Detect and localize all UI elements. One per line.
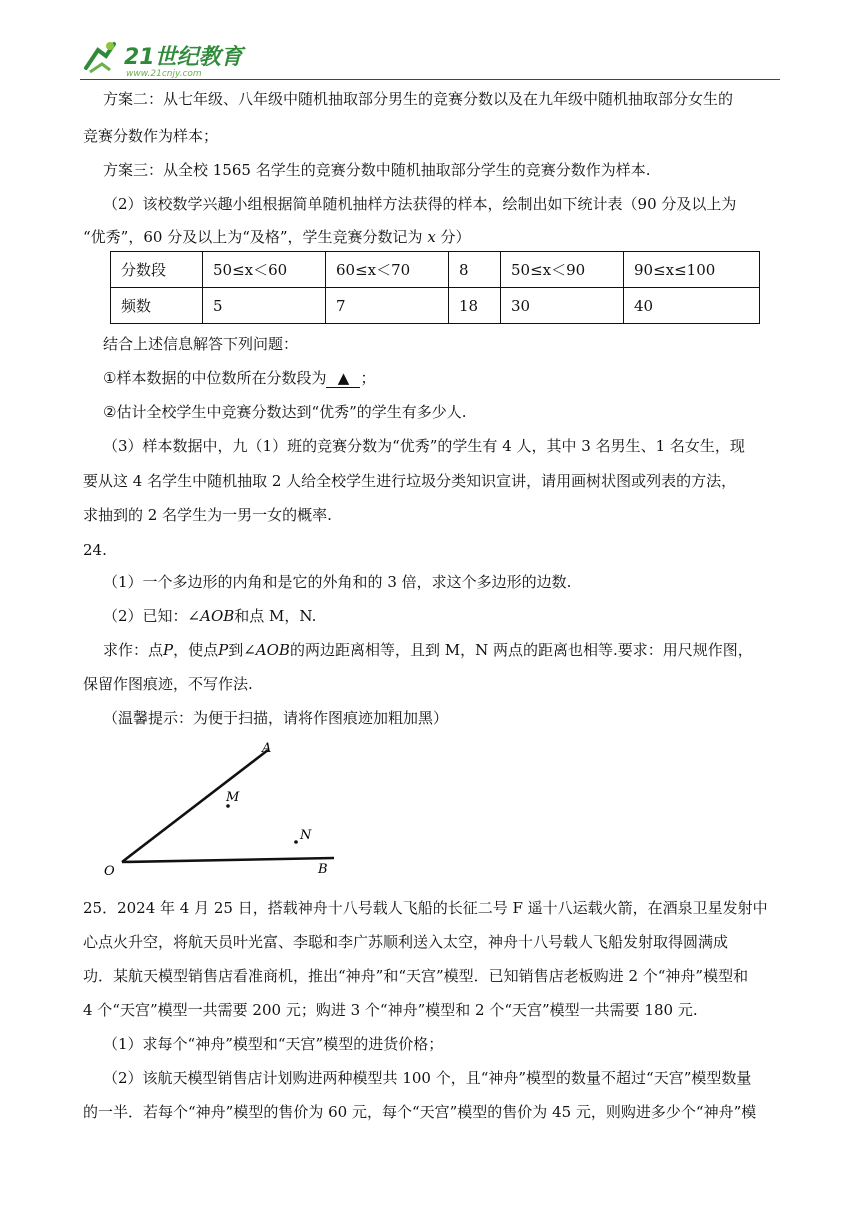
table-cell: 5	[203, 288, 326, 324]
logo-icon	[80, 38, 280, 78]
text-segment: ，使点	[173, 641, 219, 659]
text-segment: 到	[228, 641, 244, 659]
text-segment: （2）已知：	[103, 607, 188, 625]
text-line: 求抽到的 2 名学生为一男一女的概率.	[83, 506, 332, 524]
text-segment: 估计全校学生中竞赛分数达到“优秀”的学生有多少人.	[116, 403, 467, 421]
text-line: 要从这 4 名学生中随机抽取 2 人给全校学生进行垃圾分类知识宣讲，请用画树状图或列表的方法，	[83, 472, 737, 490]
text-line: 方案三：从全校 1565 名学生的竞赛分数中随机抽取部分学生的竞赛分数作为样本.	[103, 161, 651, 179]
text-line	[103, 605, 803, 627]
circled-number: ①	[103, 369, 117, 387]
score-table	[110, 251, 760, 324]
text-line: 25．2024 年 4 月 25 日，搭载神舟十八号载人飞船的长征二号 F 遥十八运载火箭，在酒泉卫星发射中	[83, 899, 768, 917]
table-row	[111, 288, 760, 324]
table-cell: 30	[501, 288, 624, 324]
text-line: 竞赛分数作为样本；	[83, 127, 219, 145]
text-line: 心点火升空，将航天员叶光富、李聪和李广苏顺利送入太空，神舟十八号载人飞船发射取得圆满成	[83, 933, 729, 951]
text-line: （2）该校数学兴趣小组根据简单随机抽样方法获得的样本，绘制出如下统计表（90 分及以上为	[103, 195, 737, 213]
table-row	[111, 252, 760, 288]
table-cell: 60≤x＜70	[326, 252, 449, 288]
answer-blank[interactable]: ▲	[326, 369, 360, 388]
math-variable: P	[163, 641, 174, 659]
circled-number: ②	[103, 403, 117, 421]
text-line: （温馨提示：为便于扫描，请将作图痕迹加粗加黑）	[103, 709, 449, 727]
math-variable: P	[218, 641, 229, 659]
label-b: B	[318, 862, 328, 877]
math-variable: x	[427, 228, 436, 246]
label-a: A	[262, 741, 272, 756]
angle-figure	[96, 740, 336, 880]
text-segment: “优秀”，60 分及以上为“及格”，学生竞赛分数记为	[83, 228, 428, 246]
text-line	[103, 639, 803, 661]
table-cell: 8	[449, 252, 501, 288]
logo-subtext: www.21cnjy.com	[126, 69, 202, 78]
text-segment: ；	[360, 369, 376, 387]
text-line: （2）该航天模型销售店计划购进两种模型共 100 个，且“神舟”模型的数量不超过“天宫”模型数量	[103, 1069, 752, 1087]
table-cell: 7	[326, 288, 449, 324]
text-line: 的一半．若每个“神舟”模型的售价为 60 元，每个“天宫”模型的售价为 45 元，则购进多少个“神舟”模	[83, 1103, 757, 1121]
question-number: 24.	[83, 541, 107, 559]
text-line	[83, 226, 783, 248]
table-cell: 18	[449, 288, 501, 324]
question-item	[103, 367, 803, 389]
text-segment: 求作：点	[103, 641, 164, 659]
table-cell: 50≤x＜90	[501, 252, 624, 288]
ray-oa	[122, 750, 268, 862]
text-line: 功．某航天模型销售店看准商机，推出“神舟”和“天宫”模型．已知销售店老板购进 2 个“神舟”模型和	[83, 967, 749, 985]
logo-text: 21世纪教育	[124, 45, 243, 70]
math-variable: ∠AOB	[187, 607, 235, 625]
text-line: 4 个“天宫”模型一共需要 200 元；购进 3 个“神舟”模型和 2 个“天宫”模型一共需要 180 元.	[83, 1001, 698, 1019]
text-segment: 和点 M，N.	[234, 607, 317, 625]
text-segment: 的两边距离相等，且到 M，N 两点的距离也相等.要求：用尺规作图，	[289, 641, 753, 659]
label-m: M	[226, 790, 240, 805]
table-cell: 40	[624, 288, 760, 324]
label-o: O	[104, 864, 115, 879]
label-n: N	[300, 828, 312, 843]
text-line: 方案二：从七年级、八年级中随机抽取部分男生的竞赛分数以及在九年级中随机抽取部分女生的	[103, 90, 734, 108]
text-line: （1）求每个“神舟”模型和“天宫”模型的进货价格；	[103, 1035, 444, 1053]
text-line: 结合上述信息解答下列问题：	[103, 335, 299, 353]
text-segment: 样本数据的中位数所在分数段为	[116, 369, 327, 387]
table-cell: 频数	[111, 288, 203, 324]
page-header	[80, 38, 780, 82]
text-segment: 分）	[435, 228, 471, 246]
text-line: 保留作图痕迹，不写作法.	[83, 675, 253, 693]
question-item	[103, 401, 803, 423]
math-variable: ∠AOB	[243, 641, 290, 659]
text-line: （1）一个多边形的内角和是它的外角和的 3 倍，求这个多边形的边数.	[103, 573, 572, 591]
header-rule	[80, 79, 780, 80]
ray-ob	[122, 858, 334, 862]
table-cell: 90≤x≤100	[624, 252, 760, 288]
table-cell: 分数段	[111, 252, 203, 288]
table-cell: 50≤x＜60	[203, 252, 326, 288]
text-line: （3）样本数据中，九（1）班的竞赛分数为“优秀”的学生有 4 人，其中 3 名男生、1 名女生，现	[103, 437, 745, 455]
point-n	[294, 840, 298, 844]
